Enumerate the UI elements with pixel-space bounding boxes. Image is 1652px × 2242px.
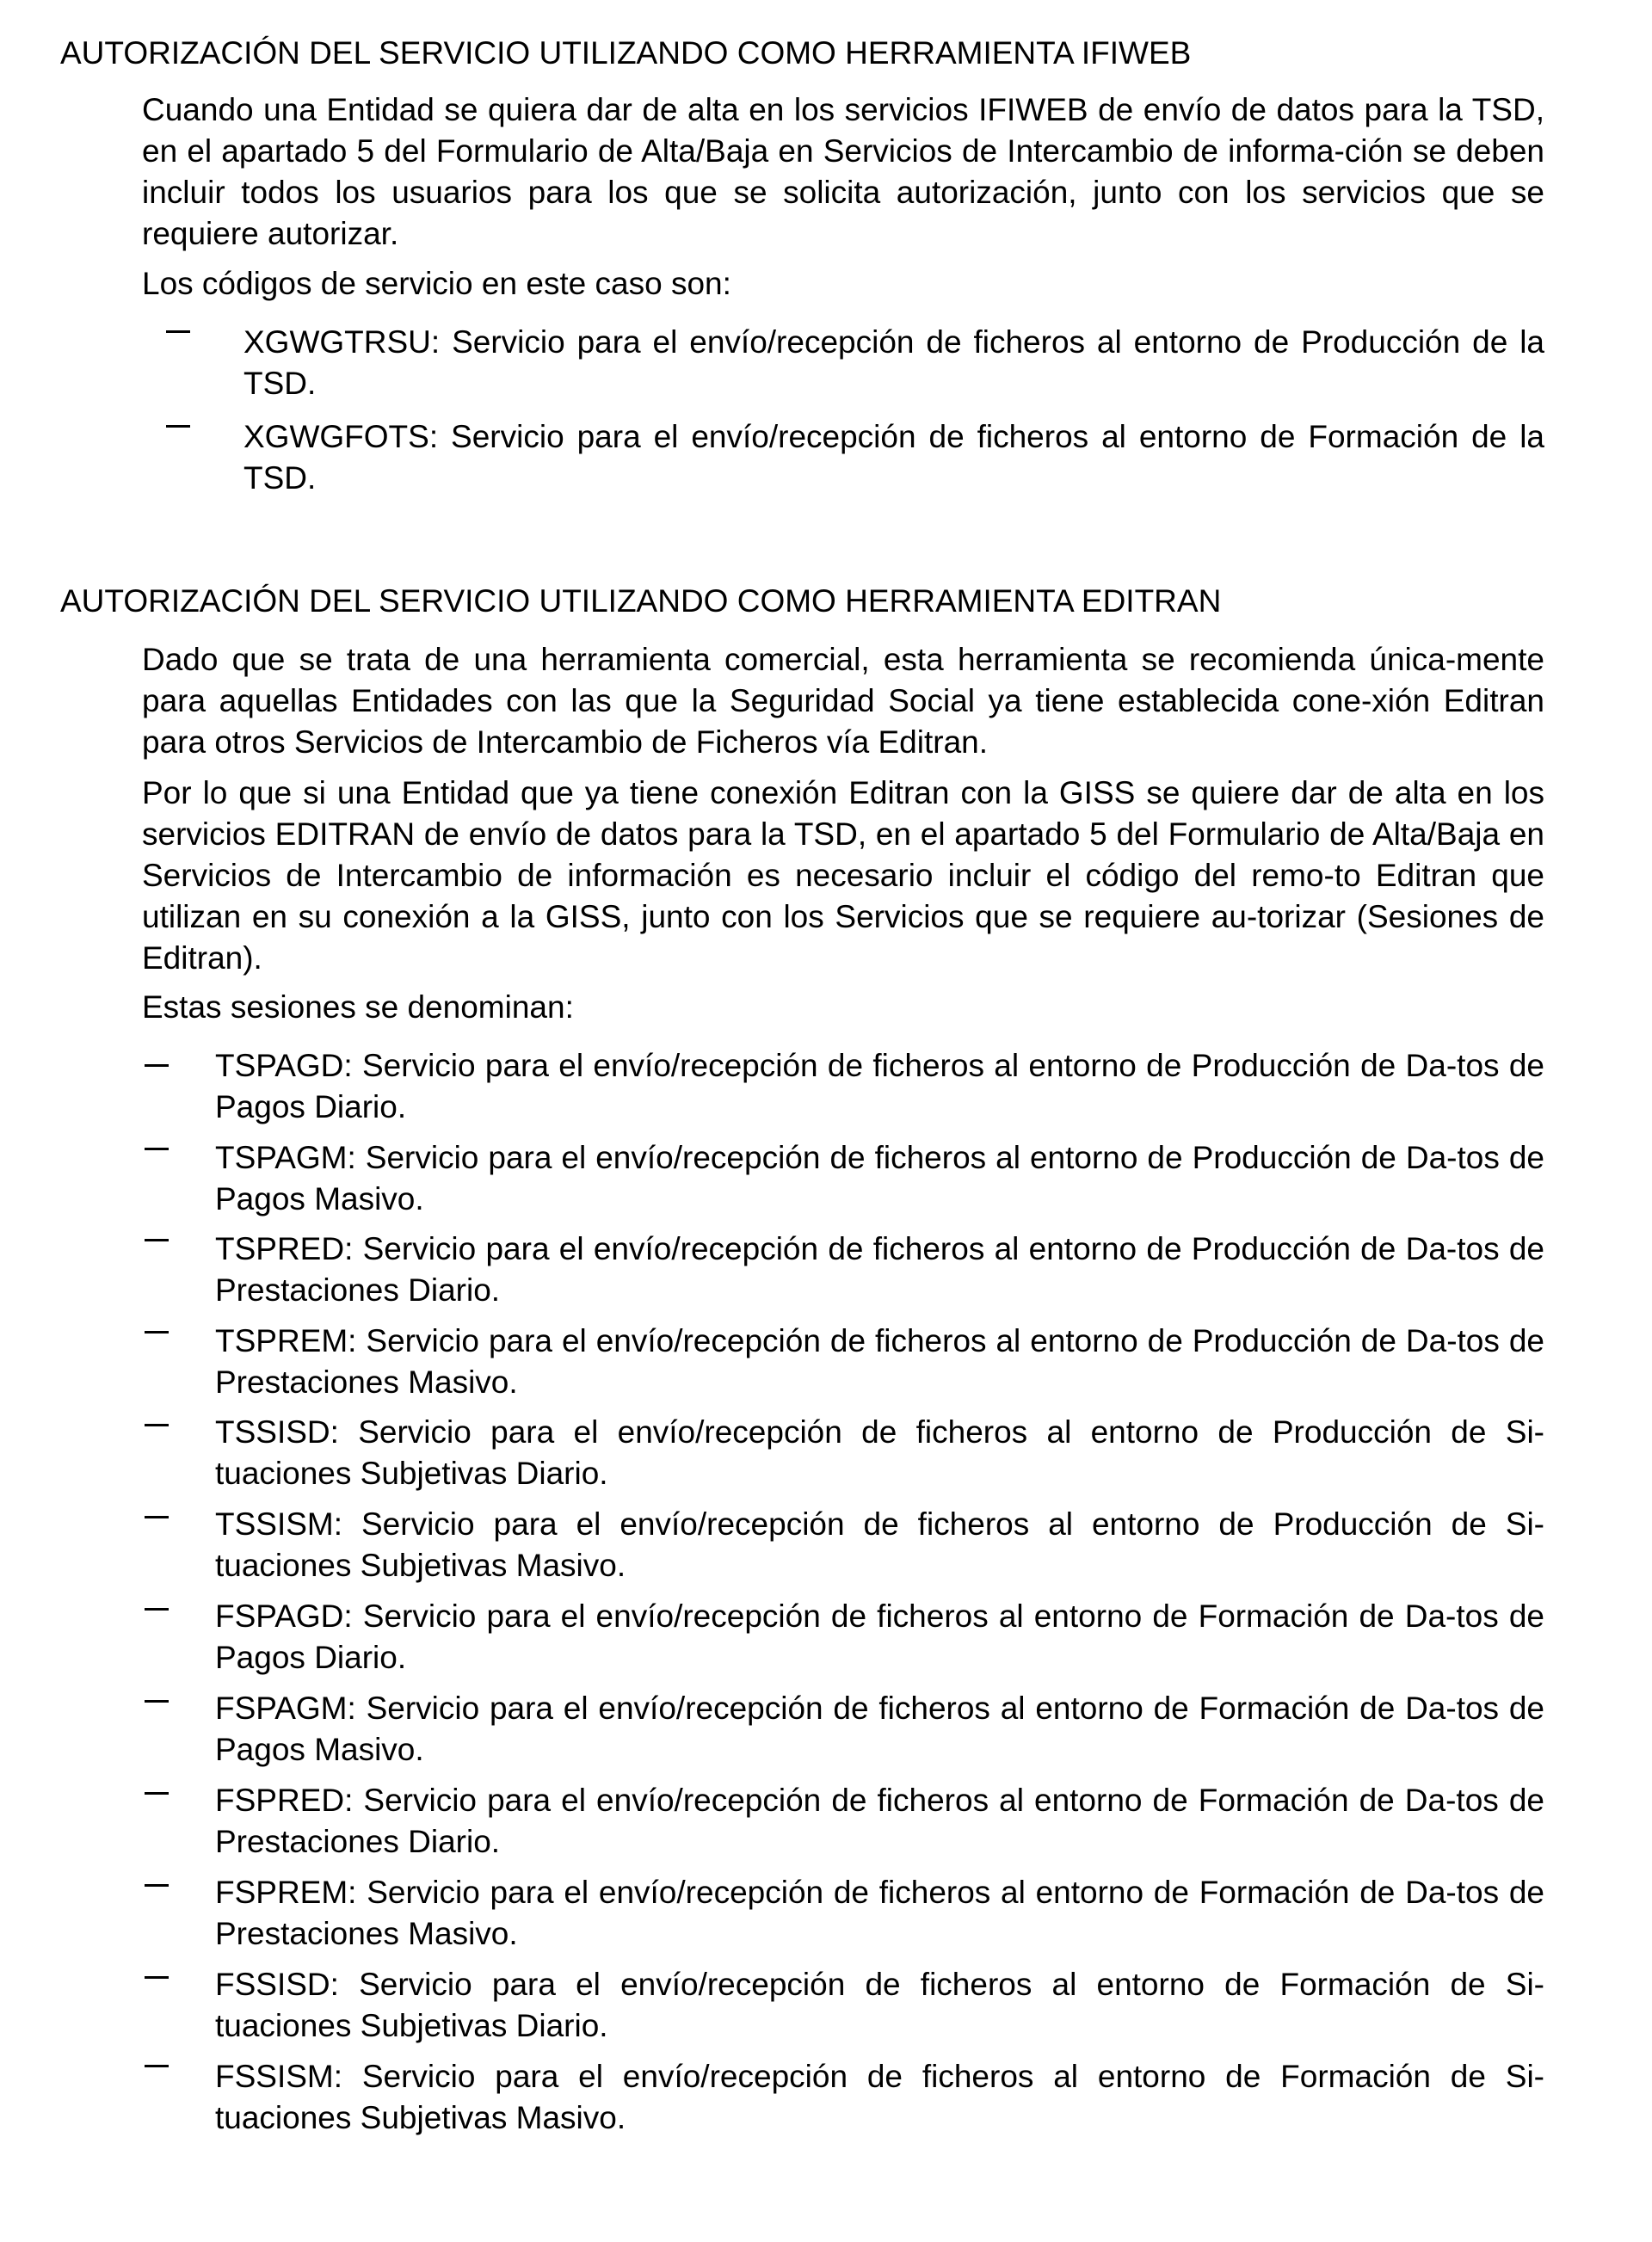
paragraph-ifiweb-codes: Los códigos de servicio en este caso son: <box>142 266 731 301</box>
list-item-text: XGWGTRSU: Servicio para el envío/recepción de ficheros al entorno de Producción de la TSD. <box>243 324 1544 401</box>
dash-bullet-icon <box>145 1424 169 1426</box>
dash-bullet-icon <box>145 1884 169 1887</box>
dash-bullet-icon <box>145 1239 169 1241</box>
list-item-text: TSPAGM: Servicio para el envío/recepción de ficheros al entorno de Producción de Da-tos de Pagos Masivo. <box>215 1140 1544 1216</box>
dash-bullet-icon <box>145 2065 169 2067</box>
paragraph-ifiweb-intro: Cuando una Entidad se quiera dar de alta en los servicios IFIWEB de envío de datos para la TSD, en el apartado 5 del Formulario de Alta/Baja en Servicios de Intercambio de informa-ción se deben incluir todos los usuarios para los que se solicita autorización, junto con los servicios que se requiere autorizar. <box>142 92 1544 251</box>
list-item-text: TSPREM: Servicio para el envío/recepción de ficheros al entorno de Producción de Da-tos de Prestaciones Masivo. <box>215 1323 1544 1400</box>
paragraph-editran-intro: Dado que se trata de una herramienta comercial, esta herramienta se recomienda única-mente para aquellas Entidades con las que la Seguridad Social ya tiene establecida cone-xión Editran para otros Servicios de Intercambio de Ficheros vía Editran. <box>142 642 1544 760</box>
dash-bullet-icon <box>145 1331 169 1333</box>
list-item-text: FSSISD: Servicio para el envío/recepción de ficheros al entorno de Formación de Si-tuaciones Subjetivas Diario. <box>215 1967 1544 2043</box>
list-item-text: TSSISD: Servicio para el envío/recepción de ficheros al entorno de Producción de Si-tuaciones Subjetivas Diario. <box>215 1414 1544 1491</box>
dash-bullet-icon <box>145 1148 169 1150</box>
list-item-text: TSPAGD: Servicio para el envío/recepción de ficheros al entorno de Producción de Da-tos de Pagos Diario. <box>215 1048 1544 1124</box>
paragraph-editran-sessions: Estas sesiones se denominan: <box>142 989 574 1025</box>
dash-bullet-icon <box>145 1700 169 1703</box>
list-item-text: FSPAGD: Servicio para el envío/recepción de ficheros al entorno de Formación de Da-tos de Pagos Diario. <box>215 1598 1544 1675</box>
list-item-text: FSSISM: Servicio para el envío/recepción de ficheros al entorno de Formación de Si-tuaciones Subjetivas Masivo. <box>215 2059 1544 2135</box>
list-item-text: FSPREM: Servicio para el envío/recepción de ficheros al entorno de Formación de Da-tos de Prestaciones Masivo. <box>215 1875 1544 1951</box>
dash-bullet-icon <box>145 1064 169 1067</box>
list-item-text: FSPAGM: Servicio para el envío/recepción de ficheros al entorno de Formación de Da-tos de Pagos Masivo. <box>215 1691 1544 1767</box>
list-item-text: TSPRED: Servicio para el envío/recepción de ficheros al entorno de Producción de Da-tos de Prestaciones Diario. <box>215 1231 1544 1308</box>
dash-bullet-icon <box>145 1608 169 1611</box>
paragraph-editran-details: Por lo que si una Entidad que ya tiene conexión Editran con la GISS se quiere dar de alta en los servicios EDITRAN de envío de datos para la TSD, en el apartado 5 del Formulario de Alta/Baja en Servicios de Intercambio de información es necesario incluir el código del remo-to Editran que utilizan en su conexión a la GISS, junto con los Servicios que se requiere au-torizar (Sesiones de Editran). <box>142 775 1544 976</box>
dash-bullet-icon <box>166 330 190 333</box>
section-title-editran: AUTORIZACIÓN DEL SERVICIO UTILIZANDO COMO HERRAMIENTA EDITRAN <box>60 583 1222 619</box>
section-title-ifiweb: AUTORIZACIÓN DEL SERVICIO UTILIZANDO COMO HERRAMIENTA IFIWEB <box>60 35 1192 71</box>
dash-bullet-icon <box>145 1516 169 1518</box>
dash-bullet-icon <box>145 1792 169 1795</box>
dash-bullet-icon <box>145 1976 169 1979</box>
dash-bullet-icon <box>166 425 190 428</box>
list-item-text: XGWGFOTS: Servicio para el envío/recepción de ficheros al entorno de Formación de la TSD. <box>243 419 1544 496</box>
list-item-text: FSPRED: Servicio para el envío/recepción de ficheros al entorno de Formación de Da-tos de Prestaciones Diario. <box>215 1783 1544 1859</box>
list-item-text: TSSISM: Servicio para el envío/recepción de ficheros al entorno de Producción de Si-tuaciones Subjetivas Masivo. <box>215 1506 1544 1583</box>
